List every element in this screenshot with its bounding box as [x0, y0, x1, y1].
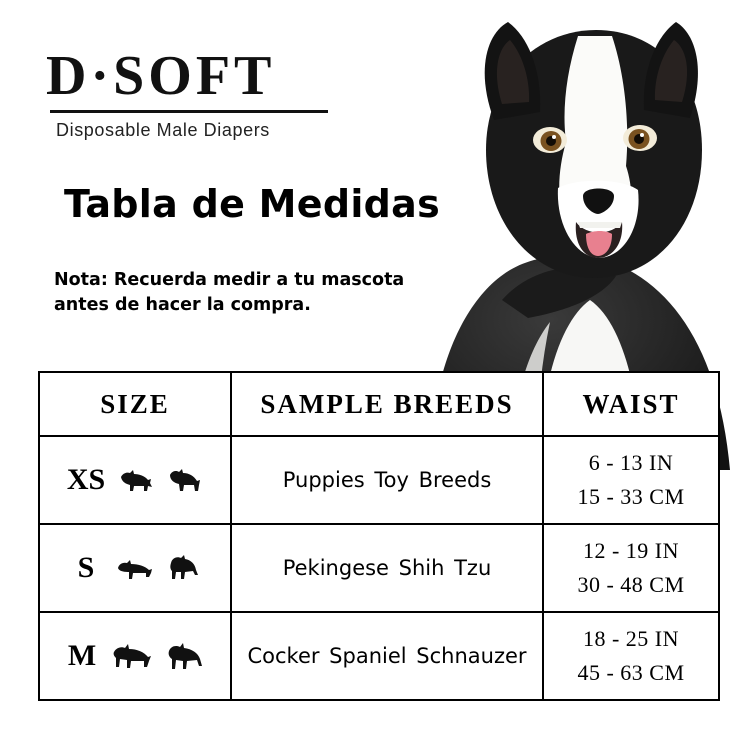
brand-divider — [50, 110, 328, 113]
waist-cm: 15 - 33 CM — [577, 484, 685, 509]
dog-icon — [163, 640, 205, 672]
waist-cell — [543, 436, 719, 524]
waist-inches: 6 - 13 IN — [588, 449, 674, 475]
size-cell-xs — [39, 436, 231, 524]
table-header-row — [39, 372, 719, 436]
breeds-cell: Cocker Spaniel Schnauzer — [231, 612, 543, 700]
header-sample-breeds: SAMPLE BREEDS — [231, 372, 543, 436]
waist-cm: 30 - 48 CM — [577, 572, 685, 597]
size-cell-m — [39, 612, 231, 700]
dog-icon-group — [117, 466, 203, 494]
dog-icon-group — [111, 640, 205, 672]
header-waist: WAIST — [543, 372, 719, 436]
waist-inches: 18 - 25 IN — [582, 625, 680, 651]
page-title: Tabla de Medidas — [64, 182, 441, 226]
size-chart-table — [38, 371, 720, 701]
size-label: S — [77, 551, 95, 584]
header-size: SIZE — [39, 372, 231, 436]
brand-tagline: Disposable Male Diapers — [56, 120, 270, 140]
dog-icon — [165, 553, 201, 583]
dog-icon — [111, 640, 153, 672]
measure-note: Nota: Recuerda medir a tu mascota antes de hacer la compra. — [54, 270, 405, 316]
dog-icon-group — [115, 553, 201, 583]
size-label: M — [67, 639, 97, 672]
dog-icon — [115, 555, 155, 583]
size-label: XS — [66, 463, 106, 496]
dog-icon — [117, 466, 155, 494]
size-cell-s — [39, 524, 231, 612]
waist-cm: 45 - 63 CM — [577, 660, 685, 685]
breeds-cell: Puppies Toy Breeds — [231, 436, 543, 524]
brand-logo: D·SOFT — [46, 45, 276, 107]
waist-cell — [543, 612, 719, 700]
breeds-cell: Pekingese Shih Tzu — [231, 524, 543, 612]
waist-cell — [543, 524, 719, 612]
brand-block — [46, 45, 386, 141]
dog-icon — [165, 466, 203, 494]
table-row — [39, 612, 719, 700]
waist-inches: 12 - 19 IN — [582, 537, 680, 563]
table-row — [39, 524, 719, 612]
table-row — [39, 436, 719, 524]
